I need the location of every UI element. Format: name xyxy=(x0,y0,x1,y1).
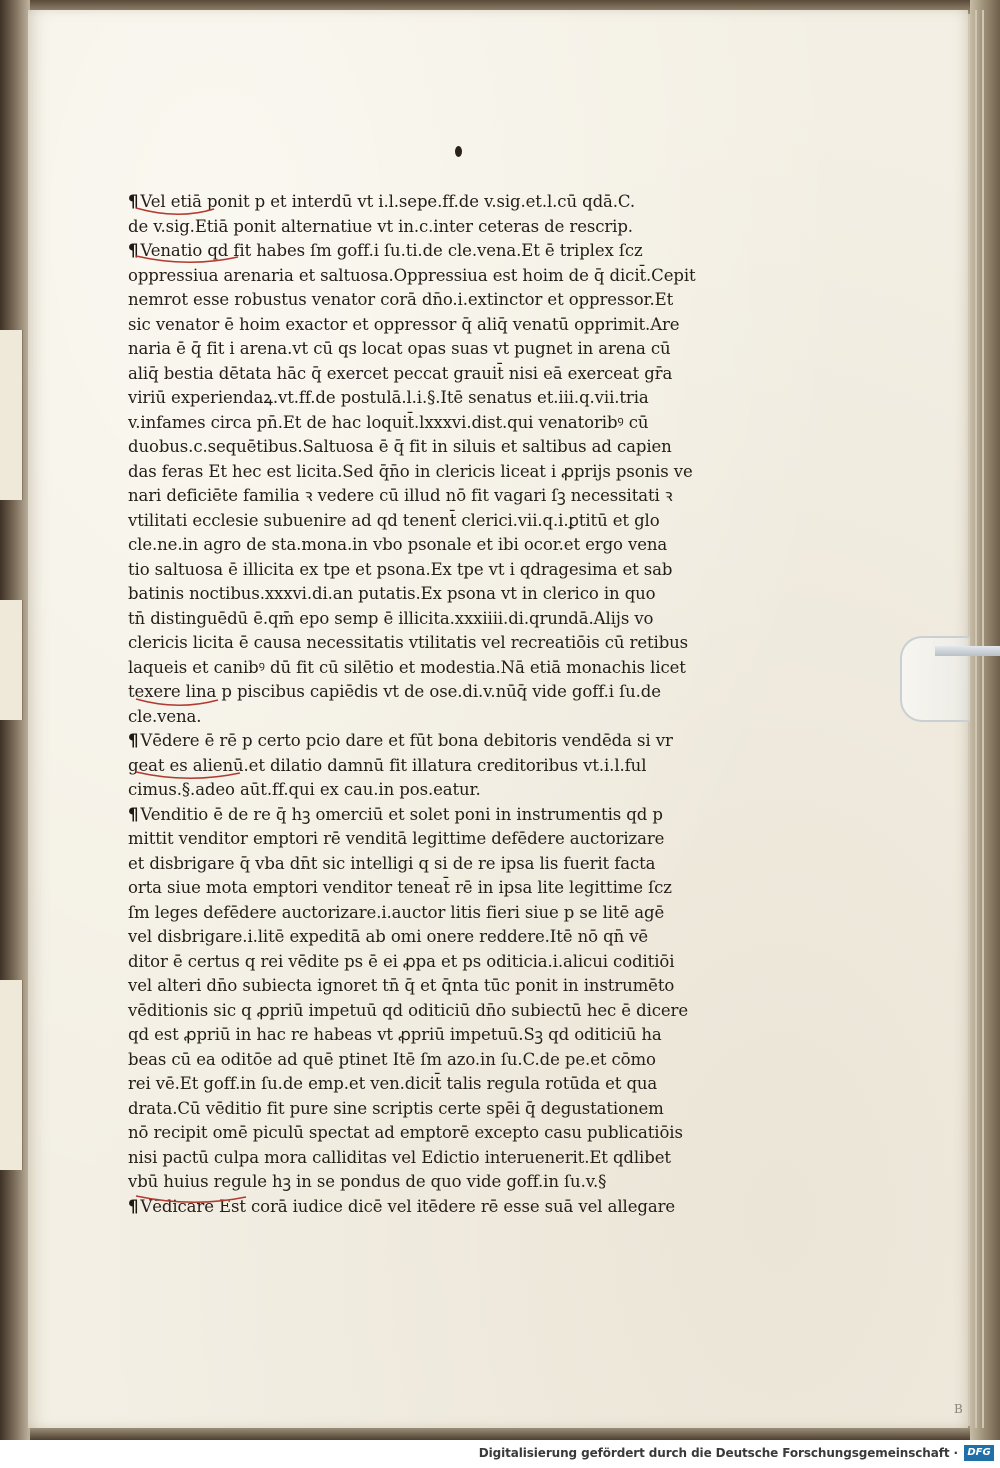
text-line: cle.ne.in agro de sta.mona.in vbo psonale et ibi ocor.et ergo vena xyxy=(128,535,668,554)
paragraph-mark-icon: ¶ xyxy=(128,241,139,260)
text-line: v.infames circa pn̄.Et de hac loquit̄.lxxxvi.dist.qui venatoribꝰ cū xyxy=(128,412,649,432)
text-line: viriū experiendaꝝ.vt.ff.de postulā.l.i.§.Itē senatus et.iii.q.vii.tria xyxy=(128,388,649,407)
text-line: nō recipit omē piculū spectat ad emptorē excepto casu publicatiōis xyxy=(128,1123,683,1142)
dfg-logo-icon: DFG xyxy=(964,1445,994,1461)
bottom-binding-edge xyxy=(30,1426,970,1440)
text-line: ditor ē certus q rei vēdite ps ē ei ꝓpa et ps oditicia.i.alicui coditiōi xyxy=(128,951,675,971)
text-line: ¶ Venditio ē de re q̄ hꝫ omerciū et solet poni in instrumentis qd p xyxy=(128,804,663,824)
text-line: batinis noctibus.xxxvi.di.an putatis.Ex psona vt in clerico in quo xyxy=(128,584,656,603)
left-page-sliver xyxy=(0,980,23,1170)
paragraph-mark-icon: ¶ xyxy=(128,731,139,750)
text-line: nemrot esse robustus venator corā dn̄o.i.extinctor et oppressor.Et xyxy=(128,290,674,309)
ink-spot xyxy=(455,146,462,157)
text-line: ¶ Vēdicare Est corā iudice dicē vel itēdere rē esse suā vel allegare xyxy=(128,1196,676,1216)
text-line: nari deficiēte familia ꝛ vedere cū illud nō fit vagari ſꝫ necessitati ꝛ xyxy=(128,486,673,505)
text-line: vel alteri dn̄o subiecta ignoret tn̄ q̄ et q̄nta tūc ponit in instrumēto xyxy=(128,976,675,995)
text-line: ſm leges defēdere auctorizare.i.auctor litis fieri siue p se litē agē xyxy=(128,902,665,922)
book-page xyxy=(28,10,968,1428)
text-line: et disbrigare q̄ vba dn̄t sic intelligi q si de re ipsa lis fuerit facta xyxy=(128,853,656,873)
paragraph-mark-icon: ¶ xyxy=(128,192,139,211)
text-line: clericis licita ē causa necessitatis vtilitatis vel recreatiōis cū retibus xyxy=(128,633,689,652)
text-line: mittit venditor emptori rē venditā legittime defēdere auctorizare xyxy=(128,829,665,848)
text-line: nisi pactū culpa mora calliditas vel Edictio interuenerit.Et qdlibet xyxy=(128,1147,671,1167)
page-stack-line xyxy=(975,10,977,1428)
text-line: vbū huius regule hꝫ in se pondus de quo vide goff.in ſu.v.§ xyxy=(128,1172,607,1191)
page-stack-line xyxy=(982,10,984,1428)
text-line: texere lina p piscibus capiēdis vt de ose.di.v.nūq̄ vide goff.i ſu.de xyxy=(128,682,661,701)
text-line: vel disbrigare.i.litē expeditā ab omi onere reddere.Itē nō qn̄ vē xyxy=(128,927,649,946)
funding-credit: Digitalisierung gefördert durch die Deutsche Forschungsgemeinschaft · xyxy=(478,1446,958,1460)
text-line: vtilitati ecclesie subuenire ad qd tenent̄ clerici.vii.q.i.ꝑtitū et glo xyxy=(128,510,660,530)
text-line: beas cū ea oditōe ad quē ptinet Itē ſm azo.in ſu.C.de pe.et cōmo xyxy=(128,1049,656,1069)
text-line: tio saltuosa ē illicita ex tpe et psona.Ex tpe vt i qdragesima et sab xyxy=(128,559,673,579)
text-line: cimus.§.adeo aūt.ff.qui ex cau.in pos.eatur. xyxy=(128,780,481,799)
digitization-footer xyxy=(0,1440,1000,1468)
text-line: drata.Cū vēditio fit pure sine scriptis certe spēi q̄ degustationem xyxy=(128,1098,664,1118)
text-line: ¶ Vēdere ē rē p certo pcio dare et fūt bona debitoris vendēda si vr xyxy=(128,731,673,750)
text-line: oppressiua arenaria et saltuosa.Oppressiua est hoim de q̄ dicit̄.Cepit xyxy=(128,265,696,285)
text-line: naria ē q̄ fit i arena.vt cū qs locat opas suas vt pugnet in arena cū xyxy=(128,339,671,358)
text-line: de v.sig.Etiā ponit alternatiue vt in.c.inter ceteras de rescrip. xyxy=(128,216,633,236)
paragraph-mark-icon: ¶ xyxy=(128,1196,139,1216)
left-page-sliver xyxy=(0,600,23,720)
text-line: cle.vena. xyxy=(128,706,202,726)
text-line: vēditionis sic q ꝓpriū impetuū qd oditiciū dn̄o subiectū hec ē dicere xyxy=(128,1000,689,1020)
text-line: ¶ Vel etiā ponit p et interdū vt i.l.sepe.ff.de v.sig.et.l.cū qdā.C. xyxy=(128,192,636,211)
paragraph-mark-icon: ¶ xyxy=(128,804,139,824)
text-line: geat es alienū.et dilatio damnū fit illatura creditoribus vt.i.l.ful xyxy=(128,755,647,775)
text-line: duobus.c.sequētibus.Saltuosa ē q̄ fit in siluis et saltibus ad capien xyxy=(128,437,672,456)
folio-signature-mark: B xyxy=(954,1402,963,1416)
text-line: aliq̄ bestia dētata hāc q̄ exercet peccat grauit̄ nisi eā exerceat gr̄a xyxy=(128,363,673,383)
text-line: laqueis et canibꝰ dū fit cū silētio et modestia.Nā etiā monachis licet xyxy=(128,657,686,677)
plastic-clip-band xyxy=(935,646,1000,656)
text-line: tn̄ distinguēdū ē.qm̄ epo semp ē illicita.xxxiiii.di.qrundā.Alijs vo xyxy=(128,608,654,628)
text-line: das feras Et hec est licita.Sed q̄n̄o in clericis liceat i ꝓprijs psonis ve xyxy=(128,461,693,481)
text-line: qd est ꝓpriū in hac re habeas vt ꝓpriū impetuū.Sꝫ qd oditiciū ha xyxy=(128,1025,662,1044)
incunable-text-block xyxy=(128,190,728,1219)
text-line: sic venator ē hoim exactor et oppressor q̄ aliq̄ venatū opprimit.Are xyxy=(128,314,680,334)
text-line: orta siue mota emptori venditor teneat̄ rē in ipsa lite legittime ſcz xyxy=(128,878,672,897)
text-line: rei vē.Et goff.in ſu.de emp.et ven.dicit̄ talis regula rotūda et qua xyxy=(128,1074,658,1093)
left-page-sliver xyxy=(0,330,23,500)
text-line: ¶ Venatio qd fit habes ſm goff.i ſu.ti.de cle.vena.Et ē triplex ſcz xyxy=(128,241,643,260)
